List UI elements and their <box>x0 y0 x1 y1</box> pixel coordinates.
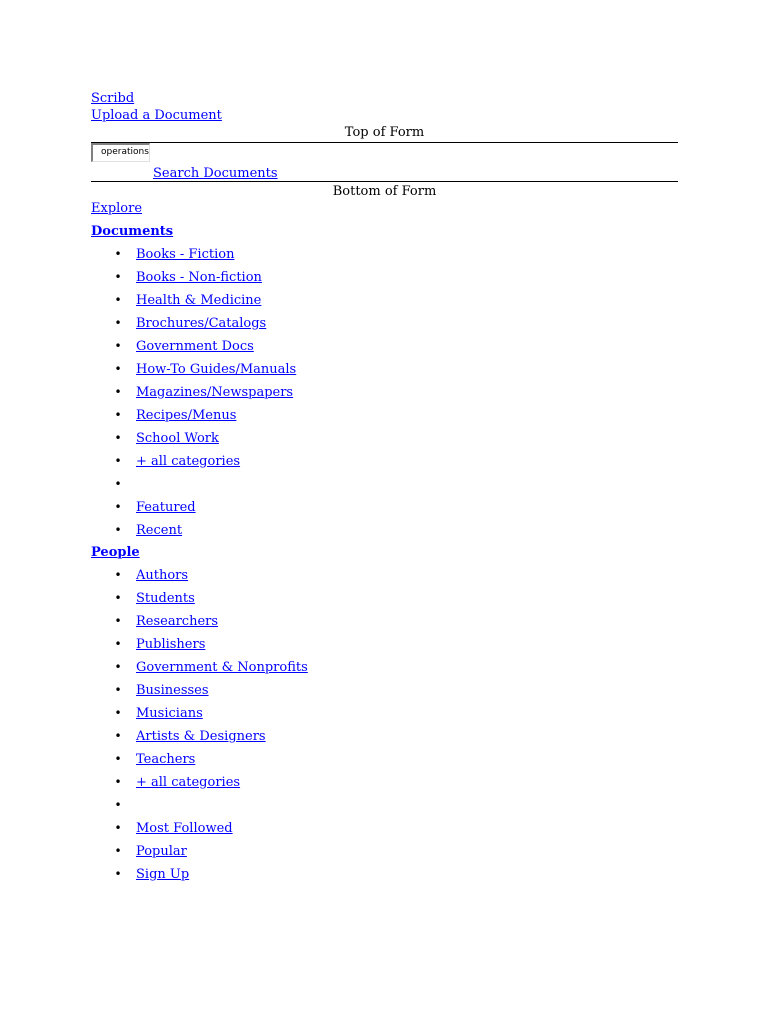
bullet-icon: • <box>114 431 122 445</box>
documents-category-link[interactable]: Books - Non-fiction <box>136 270 262 285</box>
documents-section-title[interactable]: Documents <box>91 224 174 239</box>
bullet-icon: • <box>114 637 122 651</box>
bullet-icon: • <box>114 293 122 307</box>
documents-category-list <box>0 246 768 545</box>
people-category-link[interactable]: Authors <box>136 568 189 583</box>
list-item <box>0 522 768 545</box>
people-all-categories-link[interactable]: + all categories <box>136 775 241 790</box>
top-of-form-label: Top of Form <box>344 125 425 140</box>
list-item <box>0 315 768 338</box>
documents-category-link[interactable]: Government Docs <box>136 339 254 354</box>
list-item <box>0 728 768 751</box>
people-category-link[interactable]: Musicians <box>136 706 203 721</box>
list-item <box>0 705 768 728</box>
sign-up-link[interactable]: Sign Up <box>136 867 190 882</box>
documents-category-link[interactable]: Health & Medicine <box>136 293 262 308</box>
list-item <box>0 866 768 889</box>
list-item <box>0 407 768 430</box>
recent-documents-link[interactable]: Recent <box>136 523 183 538</box>
most-followed-link[interactable]: Most Followed <box>136 821 233 836</box>
list-item <box>0 499 768 522</box>
bullet-icon: • <box>114 798 122 812</box>
list-item <box>0 567 768 590</box>
documents-category-link[interactable]: Brochures/Catalogs <box>136 316 267 331</box>
people-category-link[interactable]: Researchers <box>136 614 219 629</box>
list-item <box>0 338 768 361</box>
explore-link[interactable]: Explore <box>91 201 143 216</box>
documents-category-link[interactable]: Books - Fiction <box>136 247 235 262</box>
list-item <box>0 636 768 659</box>
bullet-icon: • <box>114 339 122 353</box>
list-item <box>0 361 768 384</box>
documents-category-link[interactable]: School Work <box>136 431 219 446</box>
bullet-icon: • <box>114 821 122 835</box>
list-item <box>0 384 768 407</box>
bullet-icon: • <box>114 591 122 605</box>
list-item <box>0 659 768 682</box>
bullet-icon: • <box>114 844 122 858</box>
bullet-icon: • <box>114 500 122 514</box>
list-item <box>0 430 768 453</box>
documents-category-link[interactable]: Recipes/Menus <box>136 408 237 423</box>
list-item <box>0 613 768 636</box>
people-category-link[interactable]: Businesses <box>136 683 209 698</box>
bullet-icon: • <box>114 614 122 628</box>
list-item <box>0 246 768 269</box>
bullet-icon: • <box>114 683 122 697</box>
list-item-empty <box>0 476 768 499</box>
documents-category-link[interactable]: Magazines/Newspapers <box>136 385 294 400</box>
bullet-icon: • <box>114 775 122 789</box>
list-item <box>0 682 768 705</box>
people-category-link[interactable]: Students <box>136 591 195 606</box>
search-documents-link[interactable]: Search Documents <box>153 166 278 181</box>
people-category-link[interactable]: Teachers <box>136 752 196 767</box>
documents-all-categories-link[interactable]: + all categories <box>136 454 241 469</box>
bullet-icon: • <box>114 729 122 743</box>
scribd-home-link[interactable]: Scribd <box>91 91 135 106</box>
list-item <box>0 774 768 797</box>
bottom-of-form-label: Bottom of Form <box>332 184 437 199</box>
bullet-icon: • <box>114 867 122 881</box>
list-item <box>0 292 768 315</box>
bullet-icon: • <box>114 247 122 261</box>
bullet-icon: • <box>114 454 122 468</box>
bullet-icon: • <box>114 568 122 582</box>
people-category-link[interactable]: Publishers <box>136 637 206 652</box>
upload-document-link[interactable]: Upload a Document <box>91 108 222 123</box>
list-item <box>0 751 768 774</box>
people-category-list <box>0 567 768 889</box>
bullet-icon: • <box>114 752 122 766</box>
list-item-empty <box>0 797 768 820</box>
people-category-link[interactable]: Artists & Designers <box>136 729 266 744</box>
list-item <box>0 843 768 866</box>
list-item <box>0 820 768 843</box>
form-bottom-divider <box>91 181 678 182</box>
list-item <box>0 453 768 476</box>
bullet-icon: • <box>114 385 122 399</box>
bullet-icon: • <box>114 523 122 537</box>
bullet-icon: • <box>114 477 122 491</box>
list-item <box>0 269 768 292</box>
search-input[interactable]: operations <box>91 143 150 162</box>
form-top-divider <box>91 142 678 143</box>
people-section-title[interactable]: People <box>91 545 140 560</box>
bullet-icon: • <box>114 408 122 422</box>
documents-category-link[interactable]: How-To Guides/Manuals <box>136 362 297 377</box>
bullet-icon: • <box>114 362 122 376</box>
people-category-link[interactable]: Government & Nonprofits <box>136 660 308 675</box>
featured-documents-link[interactable]: Featured <box>136 500 196 515</box>
bullet-icon: • <box>114 270 122 284</box>
bullet-icon: • <box>114 660 122 674</box>
bullet-icon: • <box>114 316 122 330</box>
list-item <box>0 590 768 613</box>
bullet-icon: • <box>114 706 122 720</box>
popular-link[interactable]: Popular <box>136 844 187 859</box>
